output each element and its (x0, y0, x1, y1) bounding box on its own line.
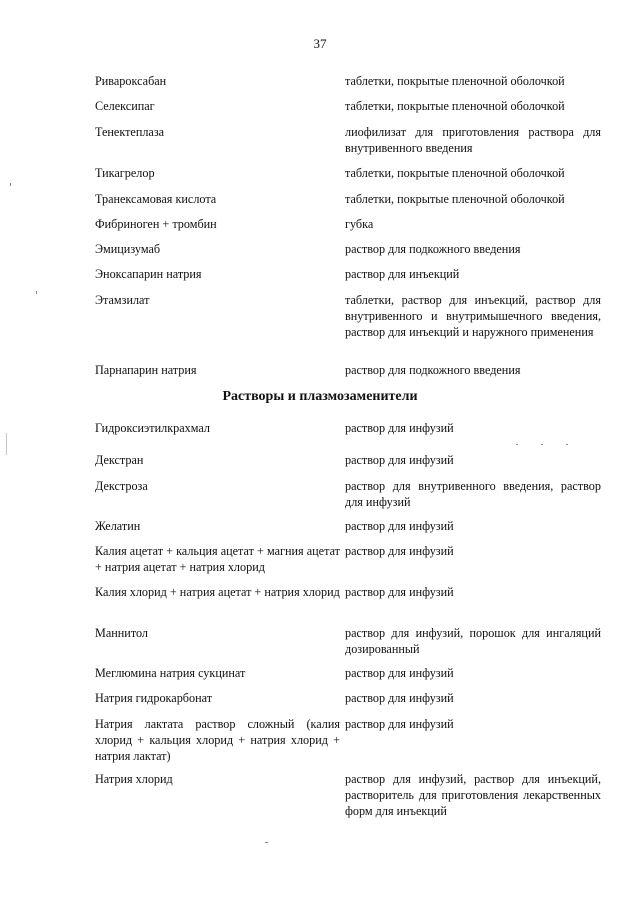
dosage-form: раствор для инфузий, раствор для инъекций, растворитель для приготовления лекарственных форм для инъекций (345, 772, 601, 818)
drug-name: Декстран (95, 453, 144, 467)
drug-name: Маннитол (95, 626, 148, 640)
drug-name: Калия хлорид + натрия ацетат + натрия хлорид (95, 585, 340, 599)
scan-speck (541, 444, 543, 445)
drug-name: Натрия гидрокарбонат (95, 691, 213, 705)
dosage-form: раствор для подкожного введения (345, 363, 521, 377)
dosage-form: раствор для инфузий, порошок для ингаляций дозированный (345, 626, 601, 656)
drug-name: Декстроза (95, 479, 148, 493)
dosage-form: таблетки, покрытые пленочной оболочкой (345, 192, 565, 206)
dosage-form: раствор для инфузий (345, 544, 454, 558)
section-title: Растворы и плазмозаменители (222, 389, 418, 404)
dosage-form: раствор для инфузий (345, 519, 454, 533)
dosage-form: раствор для внутривенного введения, раствор для инфузий (345, 479, 601, 509)
drug-name: Натрия лактата раствор сложный (калия хлорид + кальция хлорид + натрия хлорид + натрия лактат) (95, 717, 340, 763)
scan-speck (10, 183, 11, 186)
scan-speck (516, 444, 518, 445)
scan-speck (566, 444, 568, 445)
drug-name: Этамзилат (95, 293, 150, 307)
drug-name: Эмицизумаб (95, 242, 161, 256)
drug-name: Меглюмина натрия сукцинат (95, 666, 246, 680)
dosage-form: раствор для подкожного введения (345, 242, 521, 256)
drug-name: Тенектеплаза (95, 125, 165, 139)
dosage-form: раствор для инфузий (345, 453, 454, 467)
drug-name: Желатин (95, 519, 141, 533)
page-number: 37 (313, 36, 327, 51)
drug-name: Селексипаг (95, 99, 155, 113)
dosage-form: таблетки, покрытые пленочной оболочкой (345, 166, 565, 180)
dosage-form: раствор для инфузий (345, 666, 454, 680)
dosage-form: лиофилизат для приготовления раствора для внутривенного введения (345, 125, 601, 155)
drug-name: Натрия хлорид (95, 772, 173, 786)
dosage-form: раствор для инфузий (345, 691, 454, 705)
drug-name: Фибриноген + тромбин (95, 217, 217, 231)
drug-name: Ривароксабан (95, 74, 167, 88)
drug-name: Тикагрелор (95, 166, 155, 180)
dosage-form: таблетки, покрытые пленочной оболочкой (345, 74, 565, 88)
drug-name: Эноксапарин натрия (95, 267, 202, 281)
dosage-form: раствор для инфузий (345, 421, 454, 435)
dosage-form: губка (345, 217, 374, 231)
dosage-form: таблетки, раствор для инъекций, раствор для внутривенного и внутримышечного введения, раствор для инъекций и наружного применения (345, 293, 601, 339)
dosage-form: раствор для инъекций (345, 267, 460, 281)
scan-speck (265, 842, 268, 843)
scan-speck (36, 291, 37, 294)
drug-name: Транексамовая кислота (95, 192, 217, 206)
drug-name: Гидроксиэтилкрахмал (95, 421, 210, 435)
drug-name: Парнапарин натрия (95, 363, 197, 377)
dosage-form: раствор для инфузий (345, 585, 454, 599)
dosage-form: раствор для инфузий (345, 717, 454, 731)
dosage-form: таблетки, покрытые пленочной оболочкой (345, 99, 565, 113)
drug-name: Калия ацетат + кальция ацетат + магния ацетат + натрия ацетат + натрия хлорид (95, 544, 340, 574)
scan-speck (6, 433, 7, 455)
